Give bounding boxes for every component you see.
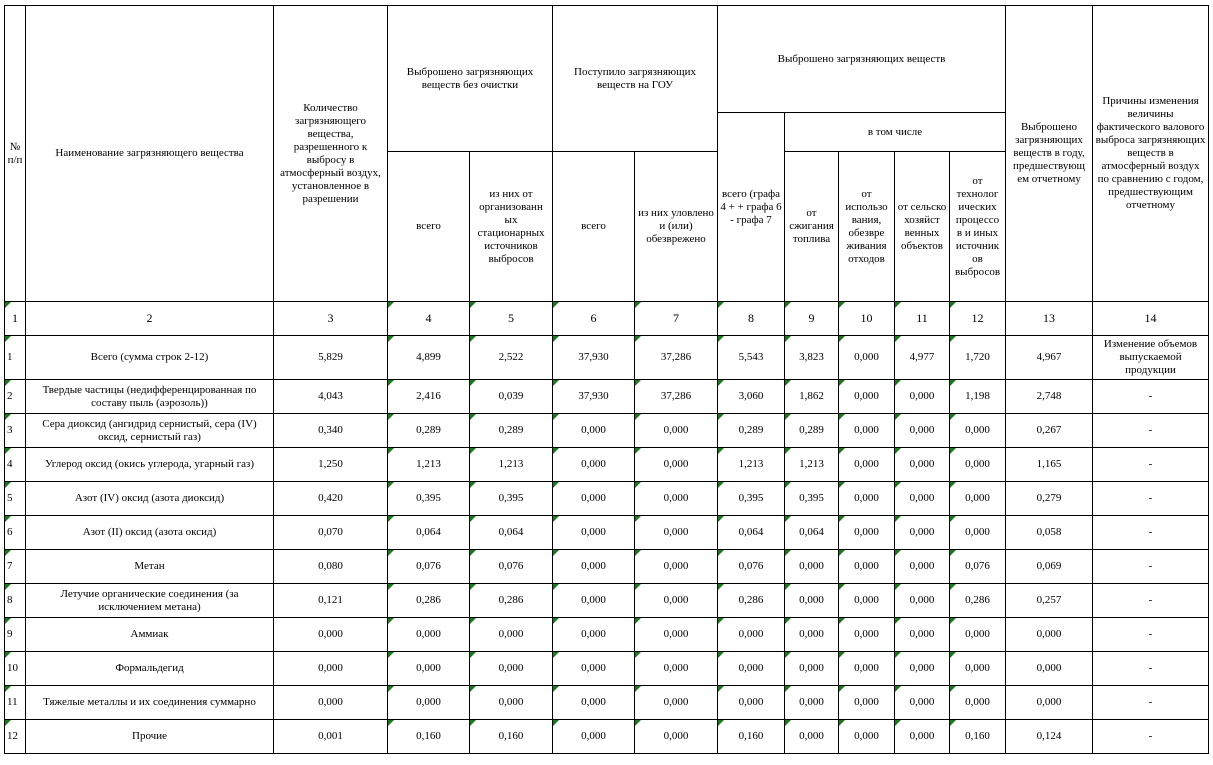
value-cell: 0,000 [839,448,895,482]
value-cell: 0,000 [388,618,470,652]
value-cell: 0,000 [895,618,950,652]
header-prev-year: Выброшено загрязняющих веществ в году, предшествующ ем отчетному [1006,6,1093,302]
row-number: 2 [5,380,26,414]
value-cell: 0,000 [274,686,388,720]
value-cell: 0,340 [274,414,388,448]
value-cell: 0,121 [274,584,388,618]
value-cell: 0,000 [950,482,1006,516]
value-cell: 1,213 [388,448,470,482]
value-cell: 3,823 [785,336,839,380]
header-c7: из них уловлено и (или) обезврежено [635,152,718,302]
reason-cell: - [1093,686,1209,720]
header-c6: всего [553,152,635,302]
value-cell: 0,000 [553,652,635,686]
value-cell: 0,000 [839,686,895,720]
row-number: 9 [5,618,26,652]
header-c12: от технолог ических процессо в и иных источник ов выбросов [950,152,1006,302]
row-number: 1 [5,336,26,380]
value-cell: 0,000 [839,618,895,652]
header-c11: от сельско хозяйст венных объектов [895,152,950,302]
value-cell: 0,058 [1006,516,1093,550]
value-cell: 0,160 [388,720,470,754]
reason-cell: - [1093,550,1209,584]
value-cell: 0,286 [718,584,785,618]
reason-cell: Изменение объемов выпускаемой продукции [1093,336,1209,380]
value-cell: 0,000 [785,550,839,584]
value-cell: 0,039 [470,380,553,414]
value-cell: 37,286 [635,336,718,380]
value-cell: 0,000 [388,652,470,686]
substance-name: Метан [26,550,274,584]
value-cell: 0,069 [1006,550,1093,584]
row-number: 10 [5,652,26,686]
value-cell: 0,395 [470,482,553,516]
value-cell: 0,000 [950,686,1006,720]
substance-name: Прочие [26,720,274,754]
substance-name: Азот (IV) оксид (азота диоксид) [26,482,274,516]
header-emitted: Выброшено загрязняющих веществ [718,6,1006,113]
value-cell: 1,198 [950,380,1006,414]
header-no-cleaning: Выброшено загрязняющих веществ без очистки [388,6,553,152]
value-cell: 0,000 [635,584,718,618]
substance-name: Летучие органические соединения (за исключением метана) [26,584,274,618]
value-cell: 0,064 [718,516,785,550]
value-cell: 5,829 [274,336,388,380]
substance-name: Сера диоксид (ангидрид сернистый, сера (IV) оксид, сернистый газ) [26,414,274,448]
emissions-table [4,5,1209,754]
value-cell: 0,286 [950,584,1006,618]
value-cell: 0,000 [718,618,785,652]
value-cell: 0,000 [553,482,635,516]
header-to-gou: Поступило загрязняющих веществ на ГОУ [553,6,718,152]
value-cell: 0,000 [1006,652,1093,686]
value-cell: 0,080 [274,550,388,584]
value-cell: 1,213 [470,448,553,482]
value-cell: 0,420 [274,482,388,516]
value-cell: 1,165 [1006,448,1093,482]
row-number: 8 [5,584,26,618]
substance-name: Аммиак [26,618,274,652]
value-cell: 0,000 [895,686,950,720]
value-cell: 5,543 [718,336,785,380]
reason-cell: - [1093,414,1209,448]
reason-cell: - [1093,380,1209,414]
reason-cell: - [1093,448,1209,482]
substance-name: Углерод оксид (окись углерода, угарный газ) [26,448,274,482]
col-num: 5 [470,302,553,336]
value-cell: 0,000 [635,550,718,584]
value-cell: 0,000 [635,720,718,754]
value-cell: 0,000 [553,584,635,618]
value-cell: 0,000 [785,652,839,686]
value-cell: 0,160 [950,720,1006,754]
column-numbers-row [5,302,1209,336]
value-cell: 0,000 [553,516,635,550]
value-cell: 0,000 [839,584,895,618]
value-cell: 4,967 [1006,336,1093,380]
value-cell: 0,000 [635,618,718,652]
value-cell: 0,395 [785,482,839,516]
value-cell: 4,977 [895,336,950,380]
reason-cell: - [1093,516,1209,550]
value-cell: 0,000 [839,652,895,686]
value-cell: 0,000 [895,516,950,550]
value-cell: 1,250 [274,448,388,482]
value-cell: 0,000 [895,414,950,448]
value-cell: 0,000 [635,482,718,516]
value-cell: 0,000 [839,720,895,754]
col-num: 8 [718,302,785,336]
value-cell: 0,395 [388,482,470,516]
header-c10: от использо вания, обезвре живания отходов [839,152,895,302]
value-cell: 0,000 [950,448,1006,482]
value-cell: 2,748 [1006,380,1093,414]
row-number: 4 [5,448,26,482]
substance-name: Всего (сумма строк 2-12) [26,336,274,380]
value-cell: 0,289 [388,414,470,448]
header-allowed: Количество загрязняющего вещества, разрешенного к выбросу в атмосферный воздух, установленное в разрешении [274,6,388,302]
value-cell: 2,522 [470,336,553,380]
substance-name: Тяжелые металлы и их соединения суммарно [26,686,274,720]
value-cell: 0,000 [839,380,895,414]
substance-name: Твердые частицы (недифференцированная по составу пыль (аэрозоль)) [26,380,274,414]
value-cell: 0,000 [553,686,635,720]
header-c8: всего (графа 4 + + графа 6 - графа 7 [718,113,785,302]
value-cell: 0,160 [470,720,553,754]
header-reasons: Причины изменения величины фактического валового выброса загрязняющих веществ в атмосферный воздух по сравнению с годом, предшествующим отчетному [1093,6,1209,302]
row-number: 11 [5,686,26,720]
value-cell: 0,000 [718,686,785,720]
value-cell: 0,000 [635,448,718,482]
col-num: 4 [388,302,470,336]
value-cell: 1,862 [785,380,839,414]
value-cell: 0,000 [785,686,839,720]
value-cell: 0,000 [1006,686,1093,720]
value-cell: 0,289 [718,414,785,448]
col-num: 3 [274,302,388,336]
col-num: 1 [5,302,26,336]
value-cell: 0,289 [785,414,839,448]
value-cell: 0,267 [1006,414,1093,448]
value-cell: 0,000 [388,686,470,720]
table-row [5,686,1209,720]
value-cell: 0,000 [839,414,895,448]
header-including: в том числе [785,113,1006,152]
table-row [5,414,1209,448]
header-c5: из них от организованн ых стационарных источников выбросов [470,152,553,302]
header-name: Наименование загрязняющего вещества [26,6,274,302]
value-cell: 1,213 [785,448,839,482]
value-cell: 0,000 [470,686,553,720]
value-cell: 0,000 [274,652,388,686]
value-cell: 37,286 [635,380,718,414]
value-cell: 0,076 [950,550,1006,584]
header-num: № п/п [5,6,26,302]
table-row [5,584,1209,618]
value-cell: 0,000 [895,584,950,618]
col-num: 14 [1093,302,1209,336]
value-cell: 0,076 [388,550,470,584]
value-cell: 0,000 [950,652,1006,686]
value-cell: 0,257 [1006,584,1093,618]
value-cell: 0,000 [718,652,785,686]
value-cell: 0,000 [785,618,839,652]
value-cell: 0,076 [718,550,785,584]
col-num: 6 [553,302,635,336]
value-cell: 0,000 [553,720,635,754]
table-row [5,482,1209,516]
value-cell: 0,000 [895,652,950,686]
value-cell: 0,000 [895,550,950,584]
value-cell: 1,213 [718,448,785,482]
row-number: 3 [5,414,26,448]
value-cell: 0,000 [1006,618,1093,652]
value-cell: 0,070 [274,516,388,550]
value-cell: 0,000 [839,516,895,550]
value-cell: 0,000 [635,516,718,550]
value-cell: 0,000 [635,652,718,686]
table-row [5,336,1209,380]
table-row [5,516,1209,550]
value-cell: 37,930 [553,380,635,414]
value-cell: 0,000 [839,482,895,516]
value-cell: 0,000 [553,550,635,584]
value-cell: 0,395 [718,482,785,516]
value-cell: 0,000 [785,584,839,618]
value-cell: 0,000 [950,618,1006,652]
table-row [5,720,1209,754]
col-num: 9 [785,302,839,336]
value-cell: 0,000 [839,550,895,584]
value-cell: 4,899 [388,336,470,380]
reason-cell: - [1093,618,1209,652]
reason-cell: - [1093,652,1209,686]
value-cell: 0,000 [950,516,1006,550]
value-cell: 0,286 [470,584,553,618]
value-cell: 0,000 [553,618,635,652]
value-cell: 0,064 [388,516,470,550]
header-c4: всего [388,152,470,302]
col-num: 2 [26,302,274,336]
value-cell: 3,060 [718,380,785,414]
value-cell: 0,000 [470,652,553,686]
value-cell: 0,000 [470,618,553,652]
table-row [5,380,1209,414]
value-cell: 37,930 [553,336,635,380]
row-number: 5 [5,482,26,516]
value-cell: 0,124 [1006,720,1093,754]
value-cell: 0,160 [718,720,785,754]
value-cell: 0,289 [470,414,553,448]
value-cell: 4,043 [274,380,388,414]
value-cell: 0,000 [635,414,718,448]
value-cell: 0,286 [388,584,470,618]
value-cell: 0,000 [635,686,718,720]
reason-cell: - [1093,482,1209,516]
value-cell: 0,000 [274,618,388,652]
value-cell: 0,000 [895,720,950,754]
value-cell: 0,000 [785,720,839,754]
value-cell: 1,720 [950,336,1006,380]
value-cell: 0,279 [1006,482,1093,516]
value-cell: 0,000 [553,414,635,448]
col-num: 12 [950,302,1006,336]
reason-cell: - [1093,584,1209,618]
row-number: 7 [5,550,26,584]
substance-name: Азот (II) оксид (азота оксид) [26,516,274,550]
col-num: 13 [1006,302,1093,336]
table-row [5,618,1209,652]
value-cell: 0,000 [950,414,1006,448]
value-cell: 0,000 [895,482,950,516]
header-c9: от сжигания топлива [785,152,839,302]
col-num: 11 [895,302,950,336]
value-cell: 0,064 [470,516,553,550]
row-number: 6 [5,516,26,550]
row-number: 12 [5,720,26,754]
value-cell: 0,064 [785,516,839,550]
value-cell: 0,000 [553,448,635,482]
table-row [5,550,1209,584]
reason-cell: - [1093,720,1209,754]
col-num: 7 [635,302,718,336]
table-row [5,652,1209,686]
value-cell: 0,000 [895,380,950,414]
table-row [5,448,1209,482]
col-num: 10 [839,302,895,336]
value-cell: 0,000 [839,336,895,380]
value-cell: 0,076 [470,550,553,584]
value-cell: 0,001 [274,720,388,754]
value-cell: 0,000 [895,448,950,482]
value-cell: 2,416 [388,380,470,414]
substance-name: Формальдегид [26,652,274,686]
